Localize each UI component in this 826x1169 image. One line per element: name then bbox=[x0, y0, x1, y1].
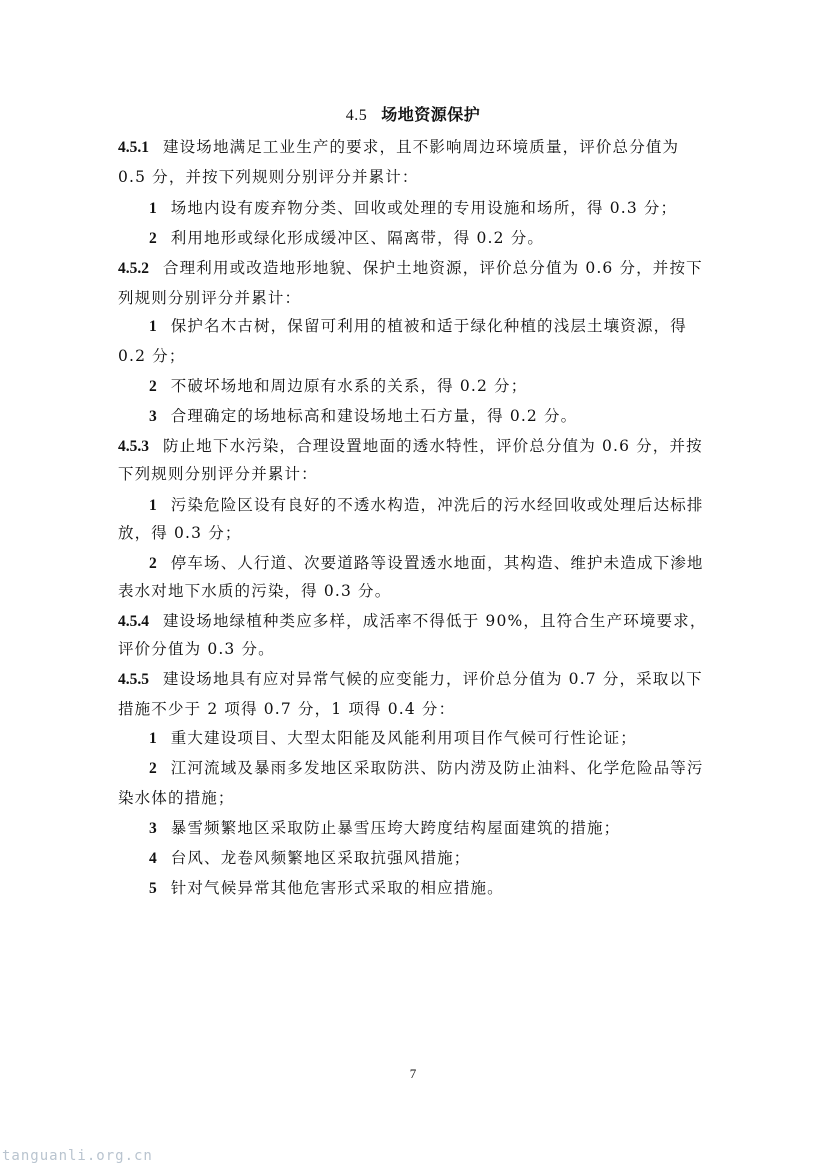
clause-number: 4.5.4 bbox=[118, 613, 149, 630]
item-line bbox=[149, 314, 687, 339]
line-text: 0.5 分，并按下列规则分别评分并累计： bbox=[118, 168, 419, 186]
line-text: 重大建设项目、大型太阳能及风能利用项目作气候可行性论证； bbox=[170, 729, 637, 747]
item-number: 1 bbox=[149, 200, 157, 217]
continuation-line bbox=[118, 579, 391, 603]
line-text: 合理确定的场地标高和建设场地土石方量，得 0.2 分。 bbox=[170, 407, 578, 425]
line-text: 保护名木古树，保留可利用的植被和适于绿化种植的浅层土壤资源，得 bbox=[170, 317, 687, 335]
item-line bbox=[149, 493, 704, 518]
continuation-line bbox=[118, 697, 455, 721]
item-number: 1 bbox=[149, 497, 157, 514]
line-text: 评价分值为 0.3 分。 bbox=[118, 640, 275, 658]
clause-line bbox=[118, 667, 703, 692]
item-number: 3 bbox=[149, 408, 157, 425]
clause-line bbox=[118, 434, 703, 459]
line-text: 针对气候异常其他危害形式采取的相应措施。 bbox=[170, 879, 504, 897]
item-number: 5 bbox=[149, 880, 157, 897]
line-text: 合理利用或改造地形地貌、保护土地资源，评价总分值为 0.6 分，并按下 bbox=[163, 259, 703, 277]
section-number: 4.5 bbox=[345, 107, 368, 124]
item-line bbox=[149, 551, 704, 576]
continuation-line bbox=[118, 521, 242, 545]
line-text: 0.2 分； bbox=[118, 347, 186, 365]
item-number: 1 bbox=[149, 318, 157, 335]
line-text: 建设场地具有应对异常气候的应变能力，评价总分值为 0.7 分，采取以下 bbox=[163, 670, 703, 688]
continuation-line bbox=[118, 344, 185, 368]
line-text: 污染危险区设有良好的不透水构造，冲洗后的污水经回收或处理后达标排 bbox=[170, 496, 704, 514]
item-line bbox=[149, 846, 470, 871]
continuation-line bbox=[118, 462, 318, 486]
clause-line bbox=[118, 135, 679, 160]
item-number: 2 bbox=[149, 378, 157, 395]
item-number: 1 bbox=[149, 730, 157, 747]
line-text: 染水体的措施； bbox=[118, 789, 235, 807]
line-text: 利用地形或绿化形成缓冲区、隔离带，得 0.2 分。 bbox=[170, 229, 545, 247]
item-line bbox=[149, 726, 637, 751]
clause-number: 4.5.2 bbox=[118, 260, 149, 277]
line-text: 不破坏场地和周边原有水系的关系，得 0.2 分； bbox=[170, 377, 528, 395]
item-line bbox=[149, 404, 577, 429]
item-line bbox=[149, 816, 620, 841]
line-text: 场地内设有废弃物分类、回收或处理的专用设施和场所，得 0.3 分； bbox=[170, 199, 678, 217]
line-text: 建设场地绿植种类应多样，成活率不得低于 90%，且符合生产环境要求， bbox=[163, 612, 707, 630]
continuation-line bbox=[118, 165, 419, 189]
clause-number: 4.5.1 bbox=[118, 139, 149, 156]
line-text: 措施不少于 2 项得 0.7 分，1 项得 0.4 分： bbox=[118, 700, 456, 718]
line-text: 防止地下水污染，合理设置地面的透水特性，评价总分值为 0.6 分，并按 bbox=[163, 437, 703, 455]
item-number: 3 bbox=[149, 820, 157, 837]
item-number: 2 bbox=[149, 230, 157, 247]
item-number: 2 bbox=[149, 760, 157, 777]
line-text: 台风、龙卷风频繁地区采取抗强风措施； bbox=[170, 849, 471, 867]
continuation-line bbox=[118, 637, 275, 661]
line-text: 停车场、人行道、次要道路等设置透水地面，其构造、维护未造成下渗地 bbox=[170, 554, 704, 572]
clause-number: 4.5.3 bbox=[118, 438, 149, 455]
item-line bbox=[149, 374, 527, 399]
continuation-line bbox=[118, 786, 235, 810]
line-text: 江河流域及暴雨多发地区采取防洪、防内涝及防止油料、化学危险品等污 bbox=[170, 759, 704, 777]
item-line bbox=[149, 876, 504, 901]
item-line bbox=[149, 226, 544, 251]
line-text: 下列规则分别评分并累计： bbox=[118, 465, 318, 483]
page-number: 7 bbox=[409, 1066, 417, 1081]
watermark: tanguanli.org.cn bbox=[2, 1148, 153, 1164]
item-line bbox=[149, 196, 677, 221]
line-text: 放，得 0.3 分； bbox=[118, 524, 242, 542]
section-title-text: 场地资源保护 bbox=[381, 105, 481, 124]
section-title bbox=[0, 103, 826, 128]
continuation-line bbox=[118, 286, 301, 310]
line-text: 表水对地下水质的污染，得 0.3 分。 bbox=[118, 582, 392, 600]
clause-number: 4.5.5 bbox=[118, 671, 149, 688]
line-text: 暴雪频繁地区采取防止暴雪压垮大跨度结构屋面建筑的措施； bbox=[170, 819, 621, 837]
item-line bbox=[149, 756, 704, 781]
item-number: 4 bbox=[149, 850, 157, 867]
line-text: 列规则分别评分并累计： bbox=[118, 289, 302, 307]
line-text: 建设场地满足工业生产的要求，且不影响周边环境质量，评价总分值为 bbox=[163, 138, 680, 156]
clause-line bbox=[118, 256, 703, 281]
item-number: 2 bbox=[149, 555, 157, 572]
clause-line bbox=[118, 609, 706, 634]
